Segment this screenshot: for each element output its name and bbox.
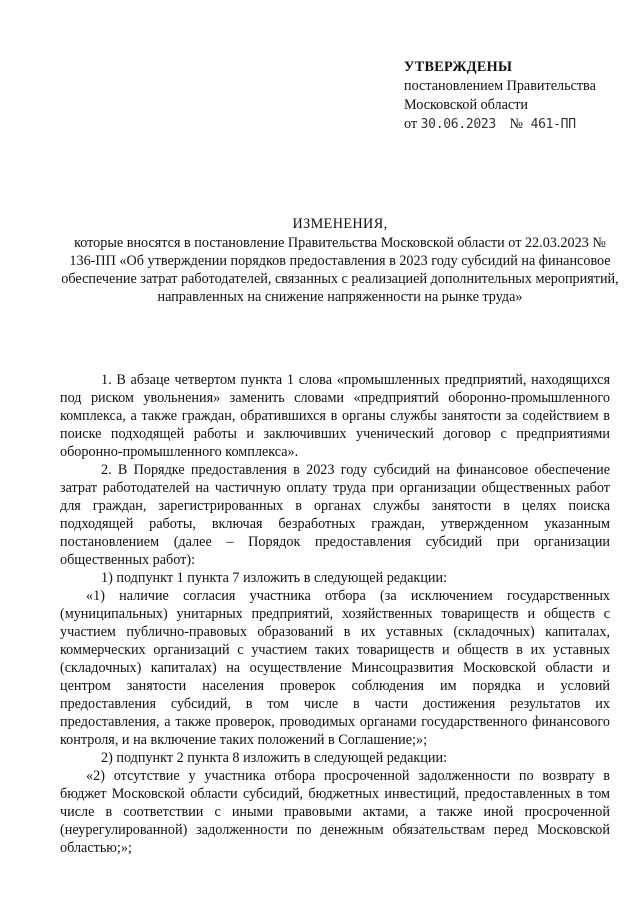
- approval-block: [404, 58, 596, 134]
- approval-date-line: [404, 115, 596, 134]
- paragraph-2: 2. В Порядке предоставления в 2023 году субсидий на финансовое обеспечение затрат работодателей на частичную оплату труда при организации общественных работ для граждан, зарегистрированных в органах службы занятости в целях поиска подходящей работы, включая безработных граждан, утвержденном указанным постановлением (далее – Порядок предоставления субсидий при организации общественных работ):: [60, 462, 610, 568]
- paragraph-5: 2) подпункт 2 пункта 8 изложить в следующей редакции:: [101, 750, 448, 766]
- title-block: [60, 215, 620, 306]
- approval-number-sign: №: [509, 116, 524, 132]
- paragraph-3: 1) подпункт 1 пункта 7 изложить в следующей редакции:: [101, 570, 448, 586]
- approval-line-2: Московской области: [404, 97, 529, 113]
- document-title: ИЗМЕНЕНИЯ,: [292, 216, 388, 232]
- document-subtitle: которые вносятся в постановление Правительства Московской области от 22.03.2023 № 136-ПП «Об утверждении порядков предоставления в 2023 году субсидий на финансовое обеспечение затрат работодателей, связанных с реализацией дополнительных мероприятий, направленных на снижение напряженности на рынке труда»: [61, 235, 619, 305]
- document-body: [60, 371, 610, 857]
- approval-line-1: постановлением Правительства: [404, 78, 596, 94]
- approval-number: 461-ПП: [530, 117, 576, 132]
- approval-heading: УТВЕРЖДЕНЫ: [404, 59, 513, 75]
- paragraph-4: «1) наличие согласия участника отбора (за исключением государственных (муниципальных) унитарных предприятий, хозяйственных товариществ и обществ с участием публично-правовых образований в их уставных (складочных) капиталах, коммерческих организаций с участием таких товариществ и обществ в их уставных (складочных) капиталах) на осуществление Минсоцразвития Московской области и центром занятости населения проверок соблюдения им порядка и условий предоставления субсидий, в том числе в части достижения результатов их предоставления, а также проверок, проводимых органами государственного финансового контроля, и на включение таких положений в Соглашение;»;: [60, 588, 610, 748]
- paragraph-6: «2) отсутствие у участника отбора просроченной задолженности по возврату в бюджет Московской области субсидий, бюджетных инвестиций, предоставленных в том числе в соответствии с иными правовыми актами, а также иной просроченной (неурегулированной) задолженности по денежным обязательствам перед Московской областью;»;: [60, 768, 610, 856]
- paragraph-1: 1. В абзаце четвертом пункта 1 слова «промышленных предприятий, находящихся под риском увольнения» заменить словами «предприятий оборонно-промышленного комплекса, а также граждан, обратившихся в органы службы занятости за содействием в поиске подходящей работы и заключивших ученический договор с предприятиями оборонно-промышленного комплекса».: [60, 372, 610, 460]
- approval-date: 30.06.2023: [420, 117, 496, 132]
- approval-from-label: от: [404, 116, 418, 132]
